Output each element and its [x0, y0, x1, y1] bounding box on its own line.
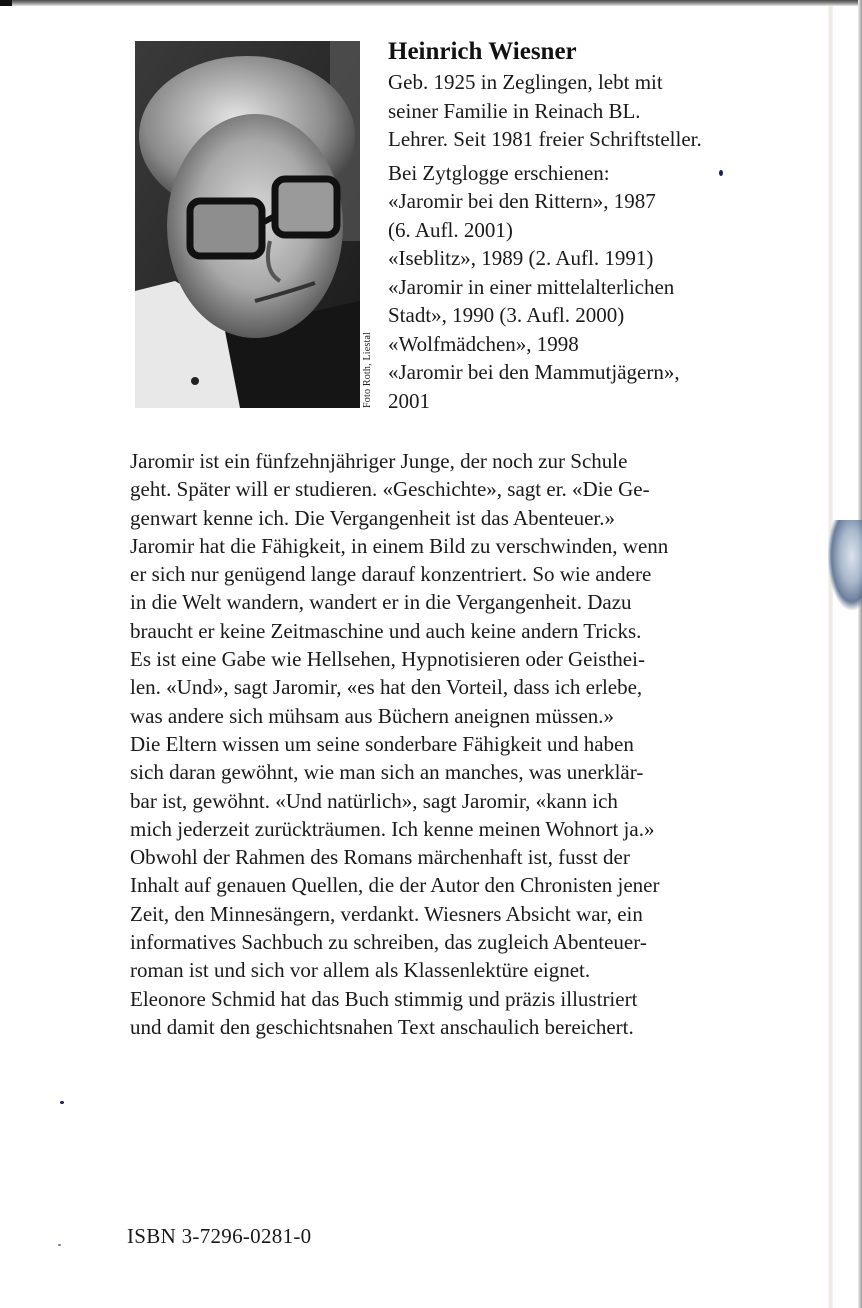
blurb-line: Es ist eine Gabe wie Hellsehen, Hypnotisieren oder Geisthei-: [130, 647, 645, 672]
works-item: Stadt», 1990 (3. Aufl. 2000): [388, 303, 625, 327]
author-photo: [135, 41, 360, 408]
works-item: «Jaromir bei den Mammutjägern»,: [388, 360, 680, 384]
blurb-line: Die Eltern wissen um seine sonderbare Fähigkeit und haben: [130, 731, 634, 756]
blurb-line: was andere sich mühsam aus Büchern aneignen müssen.»: [130, 703, 615, 728]
cover-top-edge: [0, 0, 862, 6]
portrait-illustration: [135, 41, 360, 408]
blurb-line: Eleonore Schmid hat das Buch stimmig und präzis illustriert: [130, 986, 638, 1011]
book-blurb: [130, 447, 770, 1041]
author-bio: [388, 36, 768, 415]
blurb-line: Jaromir hat die Fähigkeit, in einem Bild zu verschwinden, wenn: [130, 533, 669, 558]
blurb-line: er sich nur genügend lange darauf konzentriert. So wie andere: [130, 562, 652, 587]
works-item: «Jaromir in einer mittelalterlichen: [388, 274, 675, 299]
blurb-line: geht. Später will er studieren. «Geschichte», sagt er. «Die Ge-: [130, 477, 650, 502]
bio-line: seiner Familie in Reinach BL.: [388, 98, 641, 123]
library-clasp-shadow: [828, 520, 862, 610]
ink-speck: [60, 1101, 64, 1104]
bio-line: Geb. 1925 in Zeglingen, lebt mit: [388, 70, 663, 94]
blurb-line: genwart kenne ich. Die Vergangenheit ist das Abenteuer.»: [130, 505, 615, 530]
blurb-line: len. «Und», sagt Jaromir, «es hat den Vorteil, dass ich erlebe,: [130, 675, 643, 700]
works-item: «Jaromir bei den Rittern», 1987: [388, 189, 656, 213]
ink-speck: [58, 1244, 61, 1246]
blurb-line: informatives Sachbuch zu schreiben, das zugleich Abenteuer-: [130, 930, 647, 955]
blurb-line: und damit den geschichtsnahen Text anschaulich bereichert.: [130, 1014, 634, 1039]
blurb-line: Obwohl der Rahmen des Romans märchenhaft ist, fusst der: [130, 845, 630, 870]
blurb-line: roman ist und sich vor allem als Klassenlektüre eignet.: [130, 958, 591, 983]
author-bio-text: [388, 68, 768, 154]
works-item: (6. Aufl. 2001): [388, 217, 513, 242]
blurb-line: Jaromir ist ein fünfzehnjähriger Junge, der noch zur Schule: [130, 449, 628, 473]
works-heading: Bei Zytglogge erschienen:: [388, 160, 610, 185]
works-item: 2001: [388, 388, 430, 413]
author-name: Heinrich Wiesner: [388, 38, 577, 65]
bio-line: Lehrer. Seit 1981 freier Schriftsteller.: [388, 127, 702, 151]
works-item: «Wolfmädchen», 1998: [388, 331, 579, 356]
cover-right-edge: [858, 0, 862, 1308]
works-item: «Iseblitz», 1989 (2. Aufl. 1991): [388, 246, 654, 270]
blurb-line: mich jederzeit zurückträumen. Ich kenne meinen Wohnort ja.»: [130, 816, 655, 841]
ink-speck: [719, 170, 723, 176]
isbn: ISBN 3-7296-0281-0: [127, 1224, 312, 1248]
blurb-line: sich daran gewöhnt, wie man sich an manches, was unerklär-: [130, 760, 644, 785]
blurb-line: Zeit, den Minnesängern, verdankt. Wiesners Absicht war, ein: [130, 901, 643, 926]
cover-fold-line: [828, 6, 833, 1308]
published-works-list: [388, 159, 768, 416]
blurb-line: braucht er keine Zeitmaschine und auch keine andern Tricks.: [130, 618, 642, 643]
photo-credit: Foto Roth, Liestal: [362, 331, 373, 408]
cover-corner: [0, 0, 12, 6]
blurb-line: bar ist, gewöhnt. «Und natürlich», sagt Jaromir, «kann ich: [130, 788, 618, 813]
blurb-line: Inhalt auf genauen Quellen, die der Autor den Chronisten jener: [130, 873, 660, 898]
blurb-line: in die Welt wandern, wandert er in die Vergangenheit. Dazu: [130, 590, 632, 615]
